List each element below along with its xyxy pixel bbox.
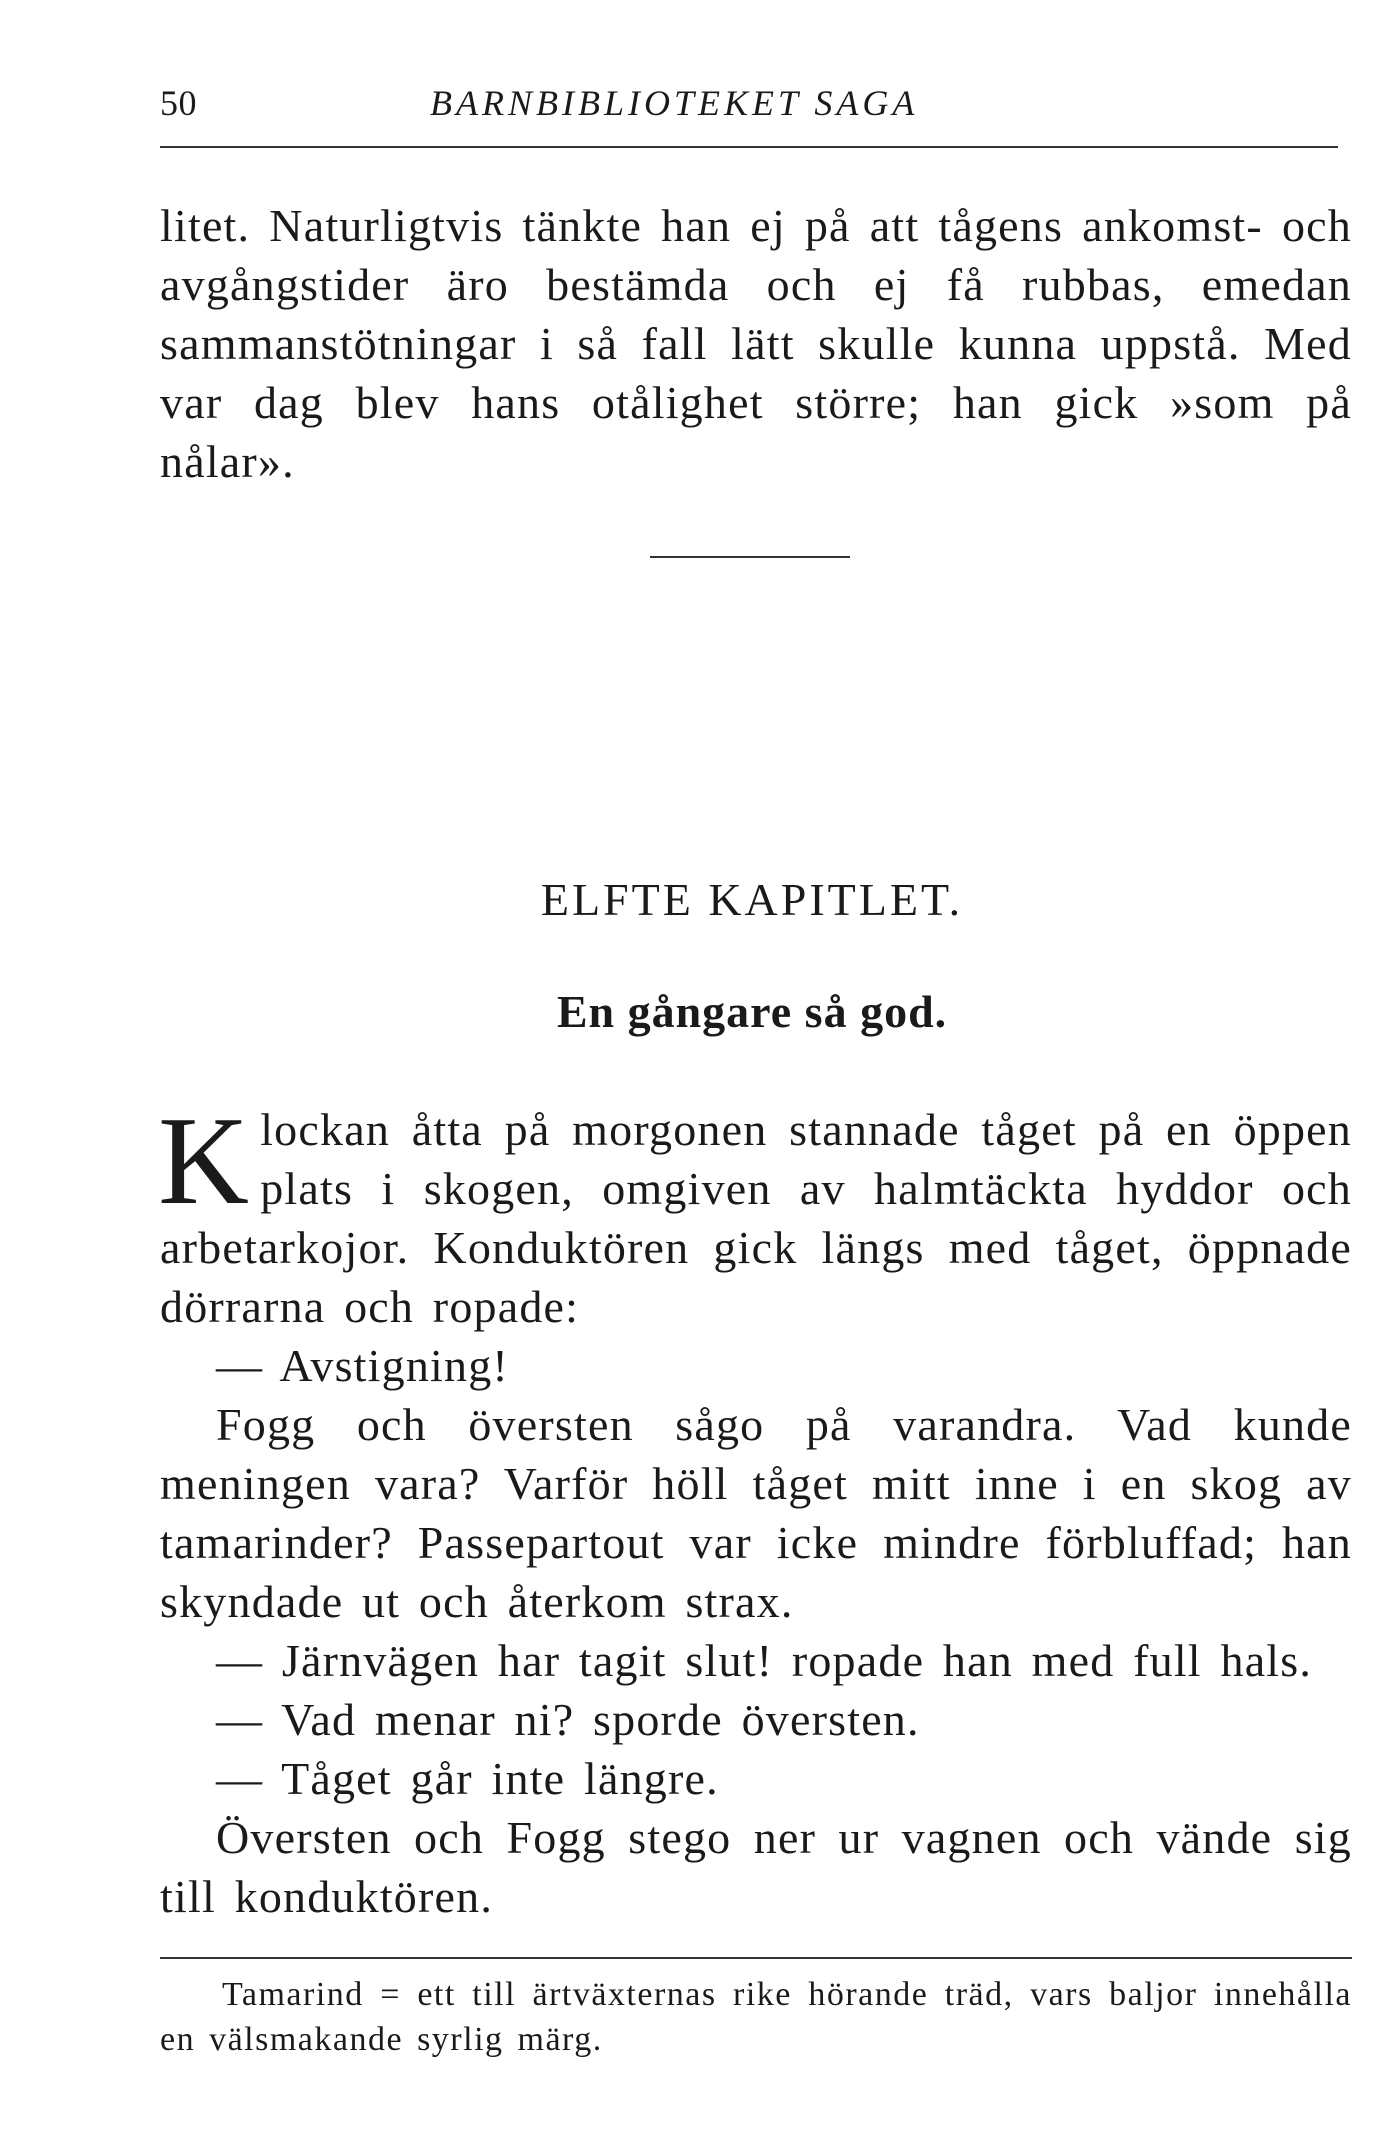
footnote — [160, 1972, 1352, 2062]
chapter-first-paragraph — [158, 1092, 1352, 1336]
drop-cap: K — [158, 1092, 251, 1231]
dialogue-line: — Tåget går inte längre. — [216, 1753, 719, 1804]
dialogue-line: — Vad menar ni? sporde översten. — [216, 1694, 920, 1745]
footnote-text: Tamarind = ett till ärtväxternas rike hörande träd, vars baljor innehålla en välsmakande syrlig märg. — [160, 1976, 1352, 2058]
chapter-body — [158, 1092, 1352, 1926]
dialogue-line: — Avstigning! — [216, 1340, 509, 1391]
top-paragraph — [160, 196, 1352, 491]
page-header — [160, 82, 1338, 132]
page-number: 50 — [160, 83, 197, 123]
running-head: BARNBIBLIOTEKET SAGA — [430, 83, 919, 123]
body-paragraph: Översten och Fogg stego ner ur vagnen och vände sig till konduktören. — [160, 1812, 1352, 1922]
section-divider — [650, 556, 850, 558]
body-paragraph: Fogg och översten sågo på varandra. Vad kunde meningen vara? Varför höll tåget mitt inne i en skog av tamarinder? Passepartout var icke mindre förbluffad; han skyndade ut och återkom strax. — [160, 1399, 1352, 1627]
chapter-first-paragraph-text: lockan åtta på morgonen stannade tåget på en öppen plats i skogen, omgiven av halmtäckta hyddor och arbetarkojor. Konduktören gick längs med tåget, öppnade dörrarna och ropade: — [160, 1104, 1352, 1332]
top-paragraph-text: litet. Naturligtvis tänkte han ej på att tågens ankomst- och avgångstider äro bestämda och ej få rubbas, emedan sammanstötningar i så fall lätt skulle kunna uppstå. Med var dag blev hans otålighet större; han gick »som på nålar». — [160, 200, 1352, 487]
footnote-rule — [160, 1957, 1352, 1959]
header-rule — [160, 146, 1338, 148]
dialogue-line: — Järnvägen har tagit slut! ropade han med full hals. — [216, 1635, 1313, 1686]
chapter-label: ELFTE KAPITLET. — [540, 874, 964, 925]
chapter-title: En gångare så god. — [556, 986, 948, 1037]
